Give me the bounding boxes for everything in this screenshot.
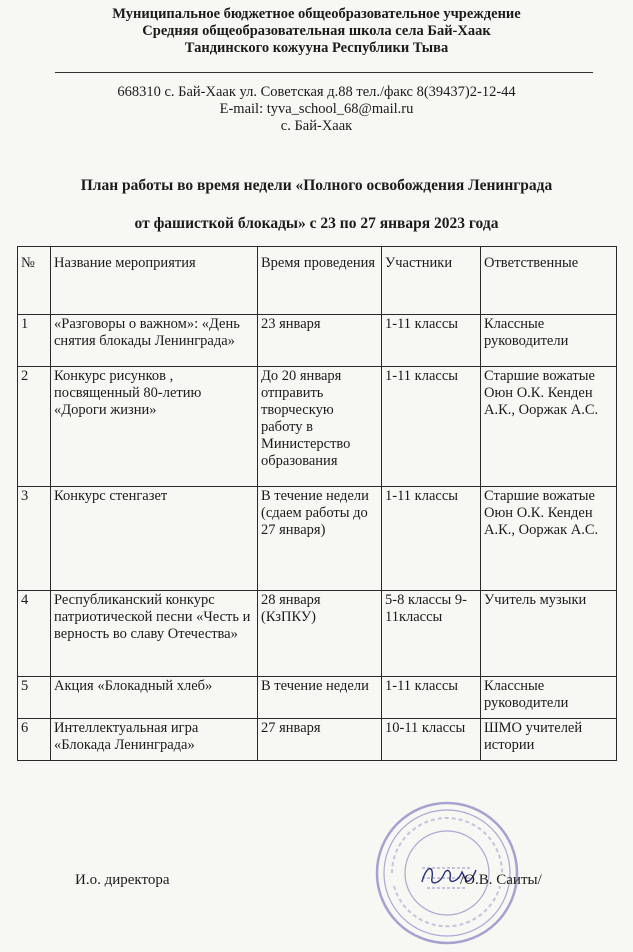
- letterhead-line-2: Средняя общеобразовательная школа села Бай-Хаак: [142, 23, 491, 39]
- cell-responsible: Классные руководители: [481, 315, 617, 367]
- cell-responsible: Учитель музыки: [481, 591, 617, 677]
- cell-num: 2: [18, 367, 51, 487]
- cell-time: 23 января: [258, 315, 382, 367]
- cell-responsible: Классные руководители: [481, 677, 617, 719]
- header-time: Время проведения: [258, 247, 382, 315]
- address-block: [0, 84, 633, 135]
- cell-responsible: Старшие вожатые Оюн О.К. Кенден А.К., Ооржак А.С.: [481, 367, 617, 487]
- cell-participants: 1-11 классы: [382, 315, 481, 367]
- signatory-position: И.о. директора: [75, 872, 170, 888]
- city-line: с. Бай-Хаак: [280, 118, 353, 134]
- header-name: Название мероприятия: [51, 247, 258, 315]
- cell-participants: 1-11 классы: [382, 677, 481, 719]
- cell-participants: 5-8 классы 9-11классы: [382, 591, 481, 677]
- cell-name: Акция «Блокадный хлеб»: [51, 677, 258, 719]
- table-row: [18, 487, 617, 591]
- cell-num: 1: [18, 315, 51, 367]
- header-divider: [55, 72, 593, 73]
- cell-time: В течение недели: [258, 677, 382, 719]
- table-row: [18, 367, 617, 487]
- cell-participants: 1-11 классы: [382, 367, 481, 487]
- table-row: [18, 591, 617, 677]
- email-line: E-mail: tyva_school_68@mail.ru: [219, 101, 414, 117]
- title-line-2: от фашисткой блокады» с 23 по 27 января 2023 года: [134, 215, 499, 232]
- signatory-name: /О.В. Саиты/: [460, 872, 542, 888]
- cell-time: 28 января (КзПКУ): [258, 591, 382, 677]
- letterhead-line-1: Муниципальное бюджетное общеобразовательное учреждение: [112, 6, 521, 22]
- address-line: 668310 с. Бай-Хаак ул. Советская д.88 тел./факс 8(39437)2-12-44: [117, 84, 516, 100]
- cell-num: 6: [18, 719, 51, 761]
- cell-responsible: Старшие вожатые Оюн О.К. Кенден А.К., Ооржак А.С.: [481, 487, 617, 591]
- cell-time: До 20 января отправить творческую работу в Министерство образования: [258, 367, 382, 487]
- cell-participants: 10-11 классы: [382, 719, 481, 761]
- cell-time: 27 января: [258, 719, 382, 761]
- table-row: [18, 677, 617, 719]
- header-num: №: [18, 247, 51, 315]
- header-responsible: Ответственные: [481, 247, 617, 315]
- letterhead-line-3: Тандинского кожууна Республики Тыва: [184, 40, 449, 56]
- cell-name: «Разговоры о важном»: «День снятия блокады Ленинграда»: [51, 315, 258, 367]
- document-title: [0, 176, 633, 234]
- title-line-1: План работы во время недели «Полного освобождения Ленинграда: [80, 177, 553, 194]
- cell-name: Республиканский конкурс патриотической песни «Честь и верность во славу Отечества»: [51, 591, 258, 677]
- cell-name: Интеллектуальная игра «Блокада Ленинграда»: [51, 719, 258, 761]
- cell-num: 5: [18, 677, 51, 719]
- table-header-row: [18, 247, 617, 315]
- letterhead: [0, 6, 633, 57]
- table-row: [18, 315, 617, 367]
- cell-time: В течение недели (сдаем работы до 27 января): [258, 487, 382, 591]
- header-participants: Участники: [382, 247, 481, 315]
- cell-responsible: ШМО учителей истории: [481, 719, 617, 761]
- cell-num: 4: [18, 591, 51, 677]
- cell-name: Конкурс стенгазет: [51, 487, 258, 591]
- cell-name: Конкурс рисунков , посвященный 80-летию «Дороги жизни»: [51, 367, 258, 487]
- cell-num: 3: [18, 487, 51, 591]
- events-table: [17, 246, 617, 761]
- table-row: [18, 719, 617, 761]
- cell-participants: 1-11 классы: [382, 487, 481, 591]
